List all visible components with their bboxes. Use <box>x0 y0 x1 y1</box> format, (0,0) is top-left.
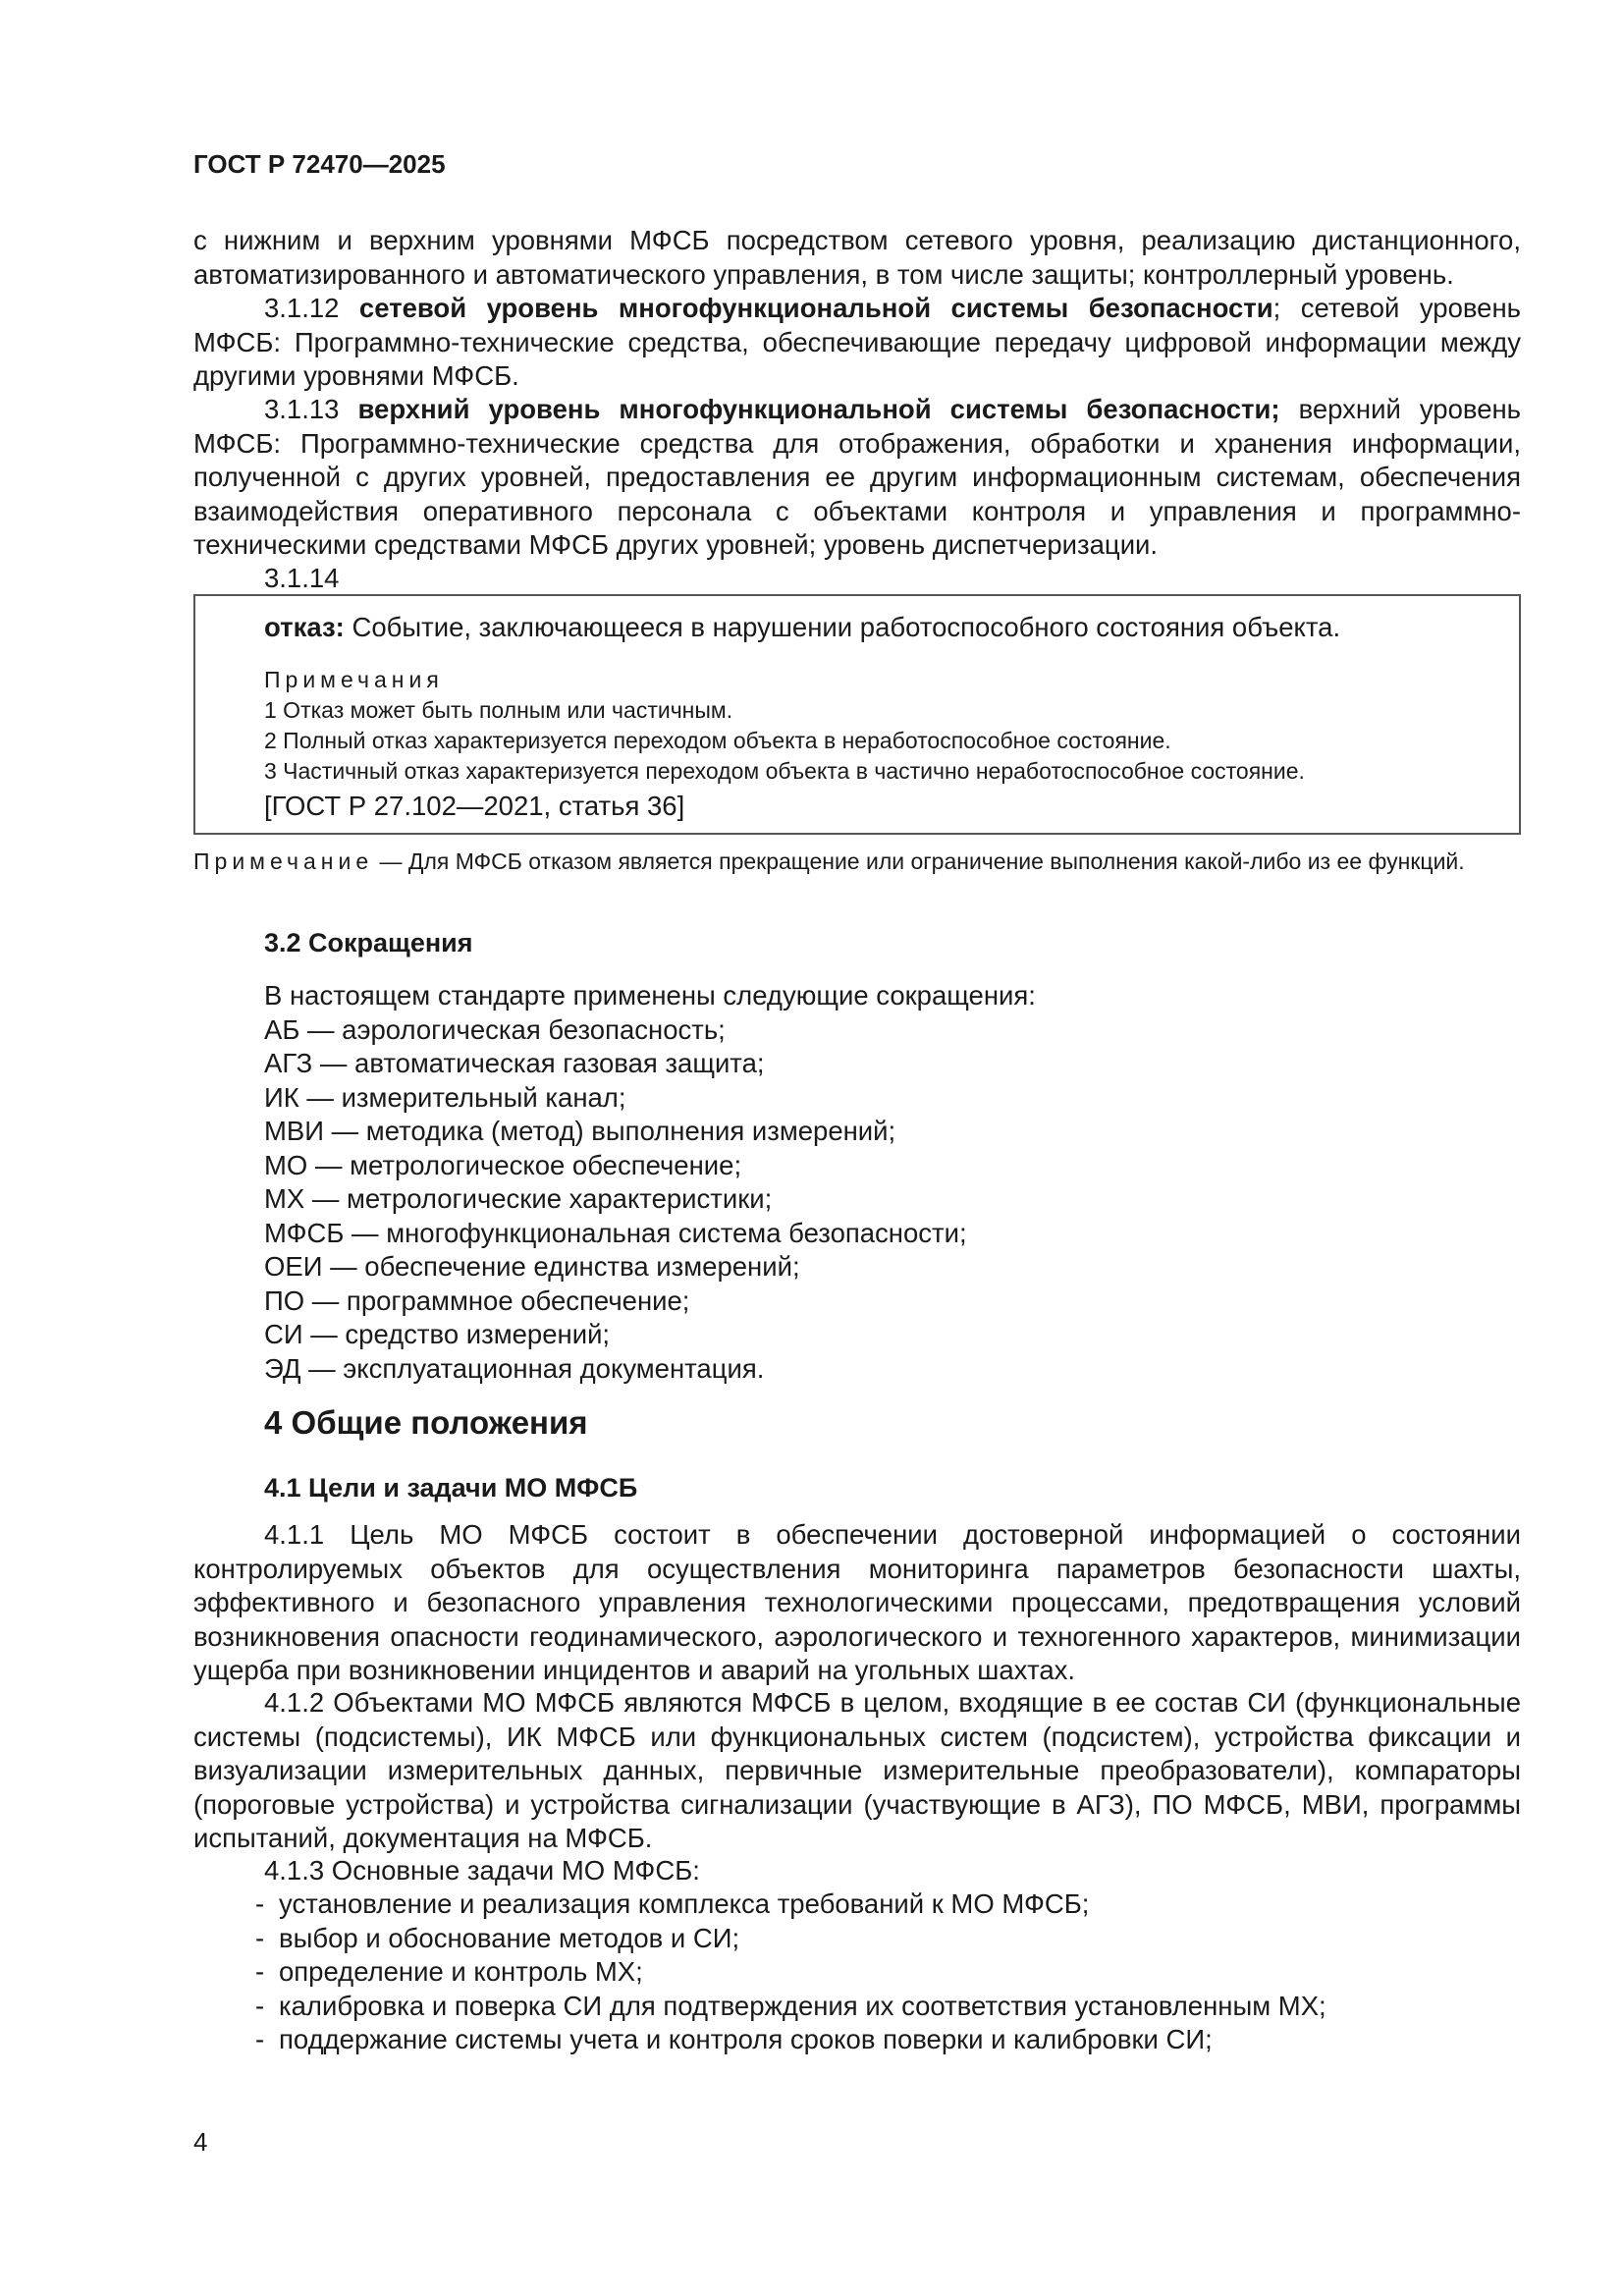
paragraph-4-1-1: 4.1.1 Цель МО МФСБ состоит в обеспечении достоверной информацией о состоянии контролируемых объектов для осуществления мониторинга параметров безопасности шахты, эффективного и безопасного управления технологическими процессами, предотвращения условий возникновения опасности геодинамического, аэрологического и техногенного характеров, минимизации ущерба при возникновении инцидентов и аварий на угольных шахтах. <box>193 1519 1521 1685</box>
term-definition: ; сетевой уровень МФСБ: Программно-технические средства, обеспечивающие передачу цифровой информации между другими уровнями МФСБ. <box>193 293 1521 391</box>
abbreviation-item: ОЕИ — обеспечение единства измерений; <box>264 1251 800 1282</box>
abbreviation-item: АГЗ — автоматическая газовая защита; <box>264 1048 765 1078</box>
term-definition: верхний уровень МФСБ: Программно-технические средства для отображения, обработки и хранения информации, полученной с других уровней, предоставления ее другим информационным системам, обеспечения взаимодействия оперативного персонала с объектами контроля и управления и программно-техническими средствами МФСБ других уровней; уровень диспетчеризации. <box>193 394 1521 560</box>
page-number: 4 <box>193 2127 208 2157</box>
term-name: сетевой уровень многофункциональной системы безопасности <box>358 293 1273 323</box>
term-3-1-12 <box>193 292 1521 394</box>
term-3-1-14-box <box>193 594 1521 835</box>
abbreviation-item: ПО — программное обеспечение; <box>264 1285 690 1316</box>
abbreviation-item: СИ — средство измерений; <box>264 1319 611 1349</box>
tasks-list <box>255 1887 1521 2057</box>
abbreviation-item: ИК — измерительный канал; <box>264 1081 626 1113</box>
note-2: 2 Полный отказ характеризуется переходом объекта в неработоспособное состояние. <box>264 728 1171 753</box>
term-source: [ГОСТ Р 27.102—2021, статья 36] <box>264 791 685 821</box>
abbreviations-list <box>264 979 1521 1386</box>
continued-paragraph: с нижним и верхним уровнями МФСБ посредством сетевого уровня, реализацию дистанционного, автоматизированного и автоматического управления, в том числе защиты; контроллерный уровень. <box>193 225 1521 290</box>
term-3-1-14-definition <box>264 611 1501 645</box>
term-3-1-13 <box>193 393 1521 563</box>
abbreviation-item: МВИ — методика (метод) выполнения измерений; <box>264 1116 896 1146</box>
term-name: отказ: <box>264 612 345 642</box>
list-item: - калибровка и поверка СИ для подтверждения их соответствия установленным МХ; <box>255 1990 1326 2021</box>
term-3-1-14-number: 3.1.14 <box>264 563 340 593</box>
note-label: Примечание <box>193 848 374 874</box>
abbreviation-item: МФСБ — многофункциональная система безопасности; <box>264 1217 967 1248</box>
term-number: 3.1.13 <box>264 394 358 424</box>
note-3: 3 Частичный отказ характеризуется переходом объекта в частично неработоспособное состояние. <box>264 758 1305 784</box>
abbreviation-item: МО — метрологическое обеспечение; <box>264 1149 742 1180</box>
list-item: - определение и контроль МХ; <box>255 1956 643 1987</box>
list-item: - выбор и обоснование методов и СИ; <box>255 1922 740 1953</box>
term-definition: Событие, заключающееся в нарушении работоспособного состояния объекта. <box>344 612 1341 642</box>
abbreviations-intro: В настоящем стандарте применены следующие сокращения: <box>264 980 1036 1011</box>
paragraph-4-1-2: 4.1.2 Объектами МО МФСБ являются МФСБ в целом, входящие в ее состав СИ (функциональные системы (подсистемы), ИК МФСБ или функциональных систем (подсистем), устройства фиксации и визуализации измерительных данных, первичные измерительные преобразователи), компараторы (пороговые устройства) и устройства сигнализации (участвующие в АГЗ), ПО МФСБ, МВИ, программы испытаний, документация на МФСБ. <box>193 1687 1521 1853</box>
section-4-title: 4 Общие положения <box>264 1404 588 1441</box>
abbreviation-item: МХ — метрологические характеристики; <box>264 1183 773 1214</box>
list-item: - поддержание системы учета и контроля сроков поверки и калибровки СИ; <box>255 2024 1213 2054</box>
term-number: 3.1.12 <box>264 293 359 323</box>
notes-title: Примечания <box>264 667 444 692</box>
section-3-2-title: 3.2 Сокращения <box>264 928 473 957</box>
section-4-1-title: 4.1 Цели и задачи МО МФСБ <box>264 1473 638 1503</box>
note-1: 1 Отказ может быть полным или частичным. <box>264 697 733 723</box>
term-name: верхний уровень многофункциональной системы безопасности; <box>357 394 1280 424</box>
document-header: ГОСТ Р 72470—2025 <box>193 149 446 179</box>
note-after-box <box>193 847 1521 877</box>
paragraph-4-1-3: 4.1.3 Основные задачи МО МФСБ: <box>264 1855 700 1886</box>
abbreviation-item: ЭД — эксплуатационная документация. <box>264 1352 765 1384</box>
list-item: - установление и реализация комплекса требований к МО МФСБ; <box>255 1888 1090 1919</box>
abbreviation-item: АБ — аэрологическая безопасность; <box>264 1013 726 1045</box>
note-text: — Для МФСБ отказом является прекращение или ограничение выполнения какой-либо из ее функций. <box>373 848 1465 874</box>
